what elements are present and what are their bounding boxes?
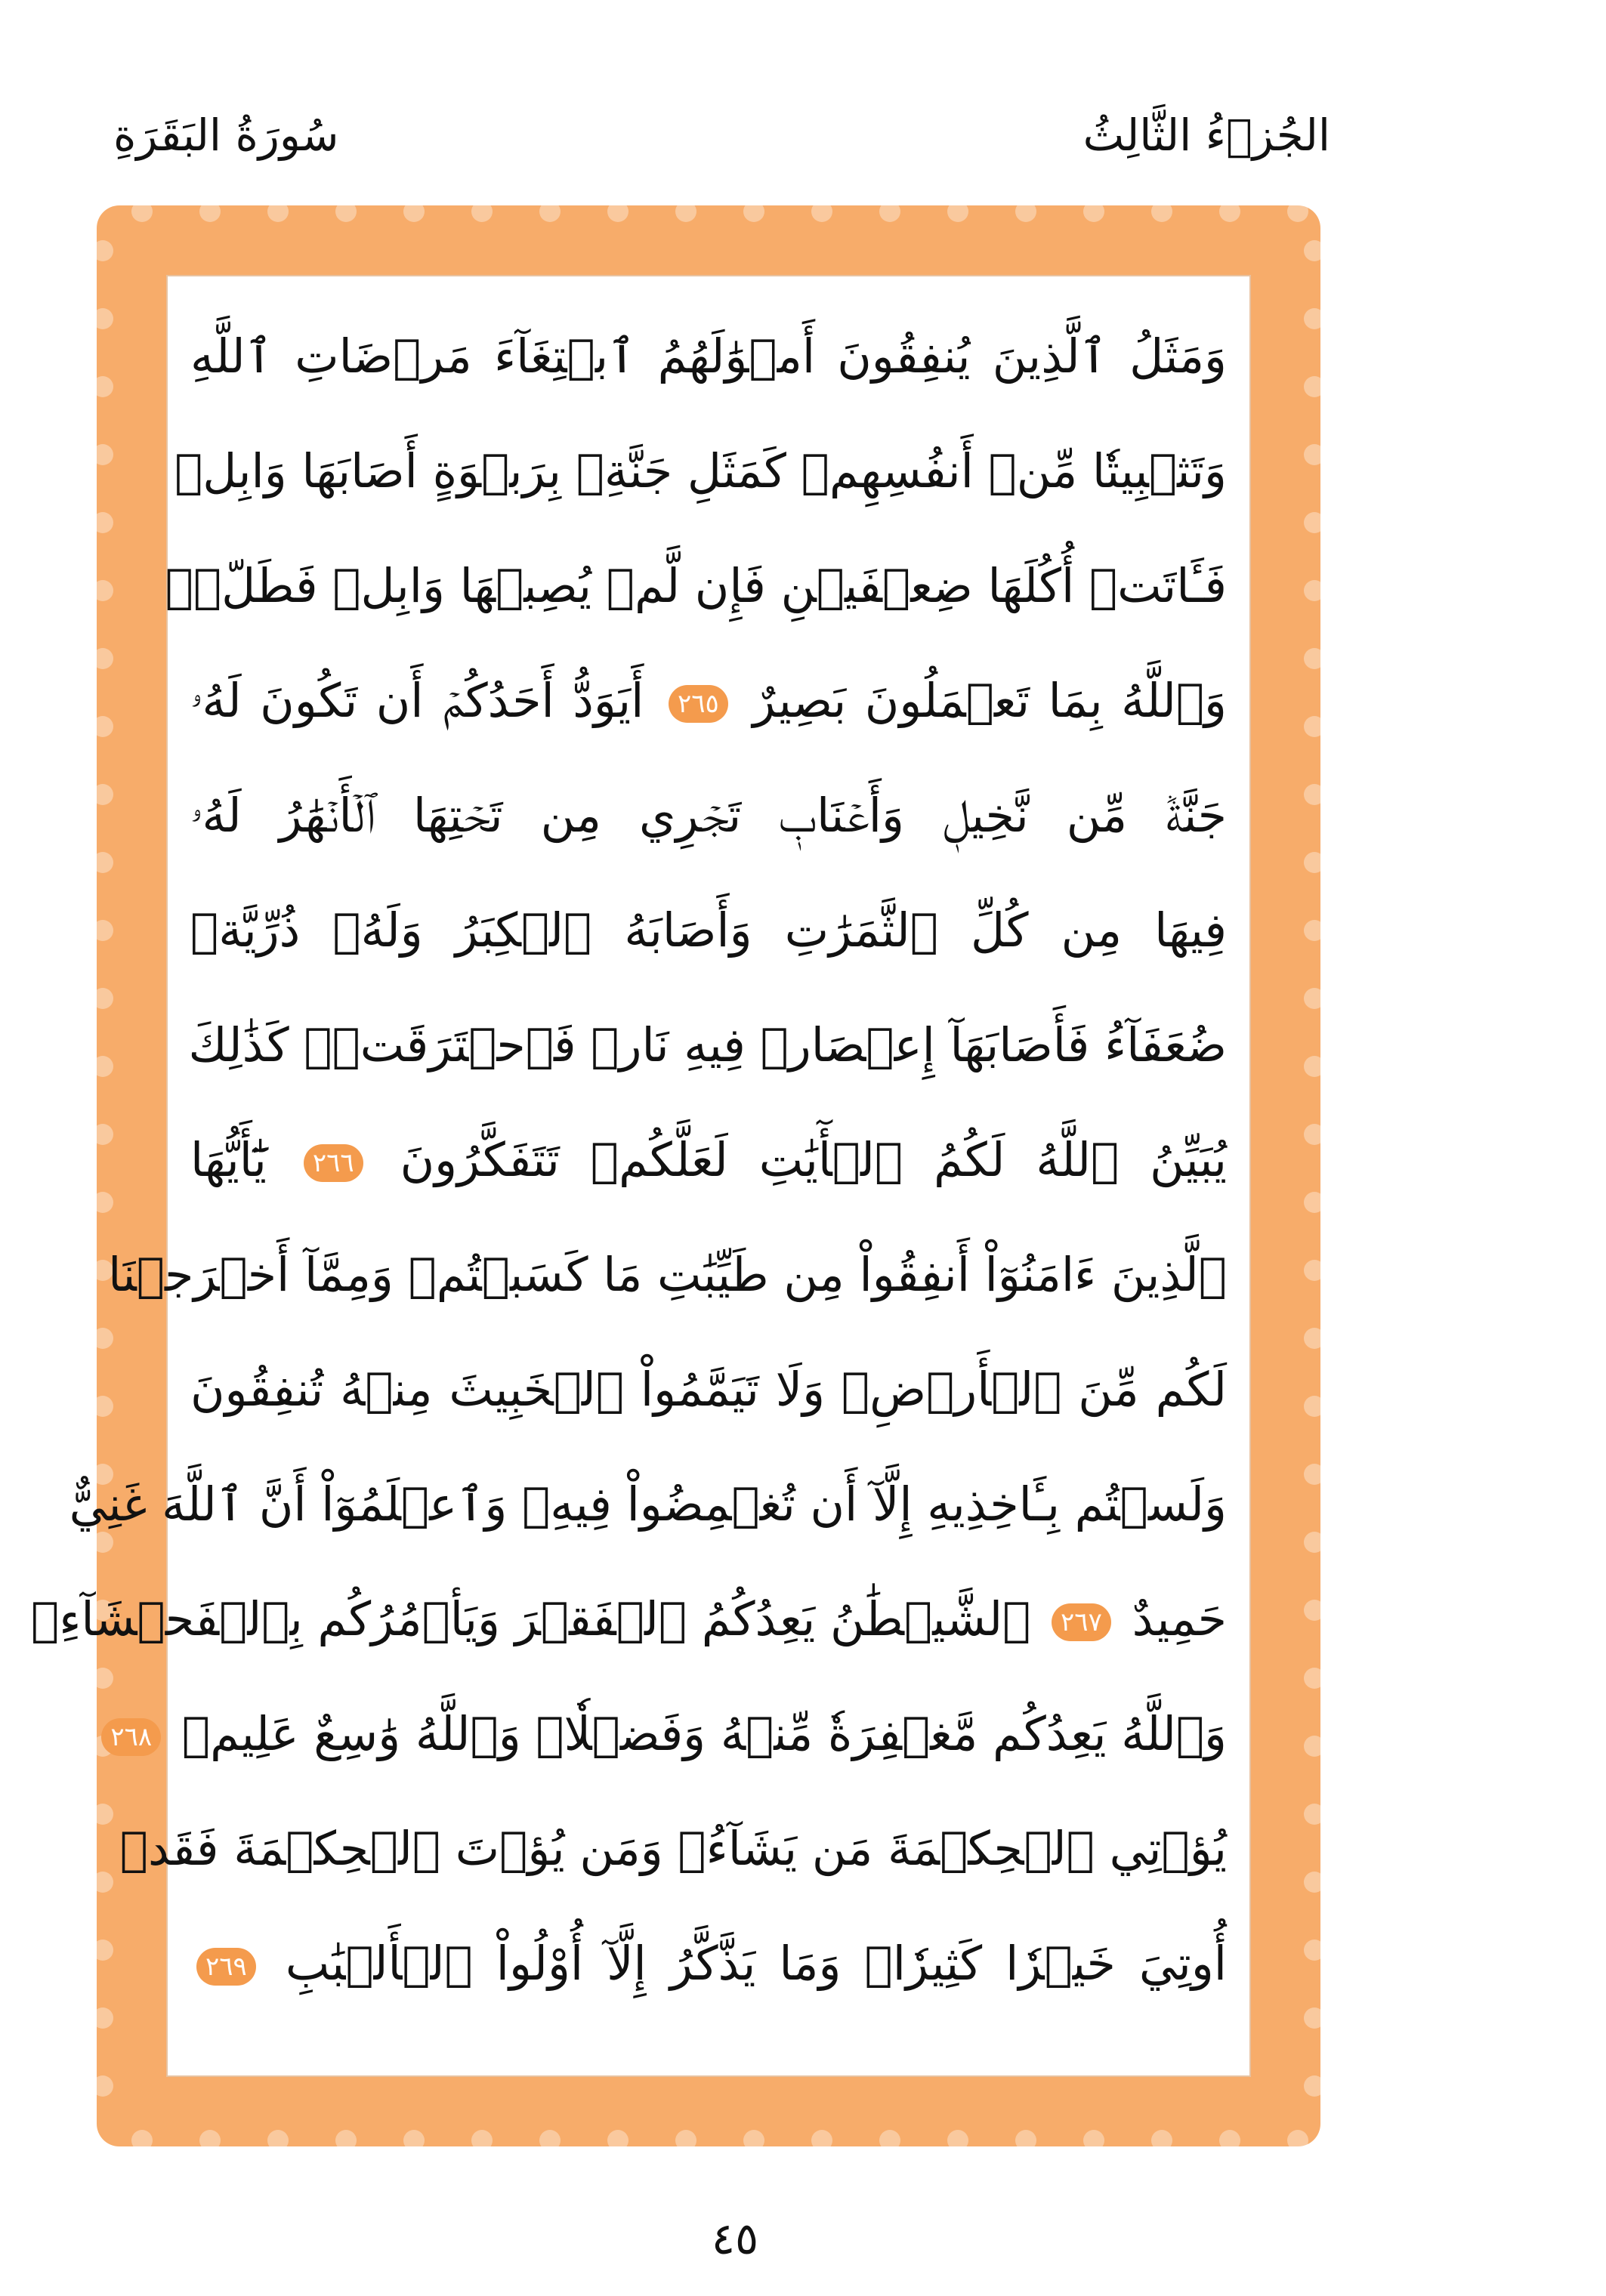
verse-line-3: [165, 529, 1227, 643]
verse-text: ضُعَفَآءُ فَأَصَابَهَآ إِعۡصَارٞ فِيهِ نَارٞ فَٱحۡتَرَقَتۡۗ كَذَٰلِكَ: [188, 1017, 1227, 1072]
verse-text: وَتَثۡبِيتٗا مِّنۡ أَنفُسِهِمۡ كَمَثَلِ جَنَّةِۭ بِرَبۡوَةٍ أَصَابَهَا وَابِلٞ: [174, 443, 1227, 498]
page-number: ٤٥: [711, 2213, 759, 2264]
verse-text: يُؤۡتِي ٱلۡحِكۡمَةَ مَن يَشَآءُۚ وَمَن يُؤۡتَ ٱلۡحِكۡمَةَ فَقَدۡ: [119, 1821, 1227, 1876]
verse-line-4: [190, 643, 1227, 758]
verse-line-12: [30, 1562, 1227, 1677]
verse-text-continued: ٱلشَّيۡطَٰنُ يَعِدُكُمُ ٱلۡفَقۡرَ وَيَأۡمُرُكُم بِٱلۡفَحۡشَآءِۖ: [30, 1591, 1031, 1646]
verse-line-6: [190, 873, 1227, 988]
verse-line-11: [69, 1447, 1227, 1562]
verse-line-5: [190, 758, 1227, 873]
verse-line-7: [190, 988, 1227, 1103]
verse-text: لَكُم مِّنَ ٱلۡأَرۡضِۖ وَلَا تَيَمَّمُواْ ٱلۡخَبِيثَ مِنۡهُ تُنفِقُونَ: [190, 1362, 1227, 1417]
verse-line-14: [119, 1791, 1227, 1906]
verse-text: جَنَّةٞ مِّن نَّخِيلٖ وَأَعۡنَابٖ تَجۡرِي مِن تَحۡتِهَا ٱلۡأَنۡهَٰرُ لَهُۥ: [190, 788, 1227, 843]
ornamental-page-frame: [30, 205, 1320, 2146]
ayah-number-marker: ٢٦٥: [669, 685, 728, 723]
verse-lines: [30, 276, 1249, 2075]
verse-text: فَـَٔاتَتۡ أُكُلَهَا ضِعۡفَيۡنِ فَإِن لَّمۡ يُصِبۡهَا وَابِلٞ فَطَلّٞۗ: [165, 558, 1227, 613]
verse-text: وَٱللَّهُ يَعِدُكُم مَّغۡفِرَةٗ مِّنۡهُ وَفَضۡلٗاۗ وَٱللَّهُ وَٰسِعٌ عَلِيمٞ: [181, 1706, 1227, 1761]
verse-text: أُوتِيَ خَيۡرٗا كَثِيرٗاۗ وَمَا يَذَّكَّرُ إِلَّآ أُوْلُواْ ٱلۡأَلۡبَٰبِ: [285, 1936, 1227, 1991]
verse-line-2: [174, 414, 1227, 529]
verse-text-continued: يَٰٓأَيُّهَا: [190, 1132, 267, 1187]
verse-text: وَمَثَلُ ٱلَّذِينَ يُنفِقُونَ أَمۡوَٰلَهُمُ ٱبۡتِغَآءَ مَرۡضَاتِ ٱللَّهِ: [190, 329, 1227, 384]
quran-text-panel: [30, 275, 1251, 2077]
verse-line-13: [110, 1677, 1227, 1791]
verse-line-9: [108, 1217, 1227, 1332]
verse-text-continued: أَيَوَدُّ أَحَدُكُمۡ أَن تَكُونَ لَهُۥ: [190, 673, 644, 728]
ayah-number-marker: ٢٦٩: [196, 1948, 256, 1986]
verse-text: وَٱللَّهُ بِمَا تَعۡمَلُونَ بَصِيرٌ: [752, 673, 1227, 728]
surah-title: سُورَةُ البَقَرَةِ: [113, 110, 339, 161]
juz-title: الجُزۡءُ الثَّالِثُ: [1083, 110, 1330, 161]
verse-text: فِيهَا مِن كُلِّ ٱلثَّمَرَٰتِ وَأَصَابَهُ ٱلۡكِبَرُ وَلَهُۥ ذُرِّيَّةٞ: [190, 903, 1227, 958]
ayah-number-marker: ٢٦٦: [304, 1144, 363, 1182]
verse-line-1: [190, 299, 1227, 414]
verse-text: حَمِيدٌ: [1132, 1591, 1227, 1646]
verse-text: وَلَسۡتُم بِـَٔاخِذِيهِ إِلَّآ أَن تُغۡمِضُواْ فِيهِۚ وَٱعۡلَمُوٓاْ أَنَّ ٱللَّهَ غَنِيٌّ: [69, 1477, 1227, 1532]
verse-text: يُبَيِّنُ ٱللَّهُ لَكُمُ ٱلۡأٓيَٰتِ لَعَلَّكُمۡ تَتَفَكَّرُونَ: [400, 1132, 1228, 1187]
ayah-number-marker: ٢٦٧: [1052, 1603, 1111, 1641]
ayah-number-marker: ٢٦٨: [101, 1718, 161, 1756]
verse-line-10: [190, 1332, 1227, 1447]
verse-line-15: [190, 1906, 1227, 2021]
verse-line-8: [190, 1103, 1227, 1217]
verse-text: ٱلَّذِينَ ءَامَنُوٓاْ أَنفِقُواْ مِن طَيِّبَٰتِ مَا كَسَبۡتُمۡ وَمِمَّآ أَخۡرَجۡنَا: [108, 1247, 1227, 1302]
